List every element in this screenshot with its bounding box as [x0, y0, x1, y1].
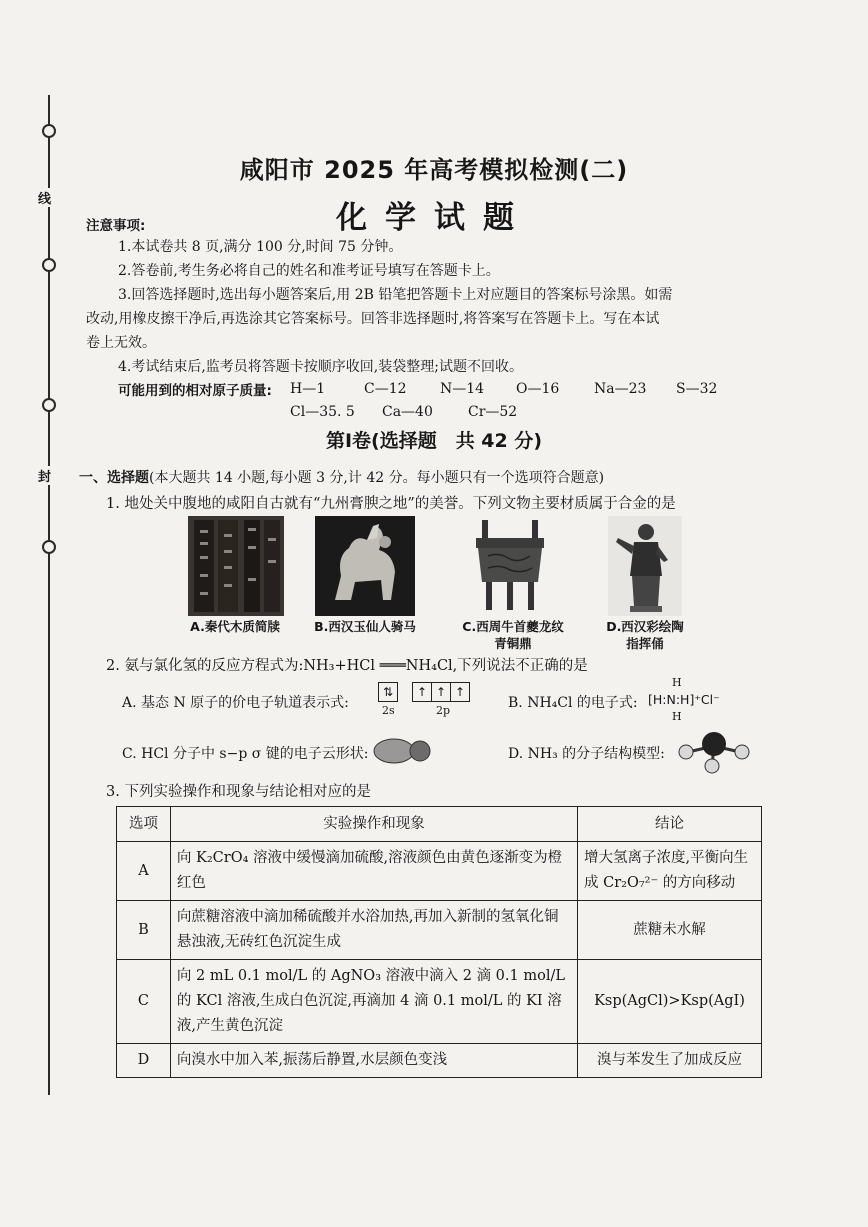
orbital-2p-box [412, 682, 470, 702]
orbital-2p-label: 2p [436, 704, 451, 717]
binding-char-line: 线 [38, 188, 51, 207]
q1-option-b [300, 618, 430, 635]
binding-line [48, 95, 50, 1095]
section-heading [79, 467, 604, 487]
table-row [117, 960, 762, 1044]
row-option: A [117, 842, 171, 901]
atomic-mass: C—12 [364, 381, 407, 397]
q2-option-c: C. HCl 分子中 s−p σ 键的电子云形状: [122, 746, 369, 762]
binding-hole [42, 398, 56, 412]
notice-item: 2.答卷前,考生务必将自己的姓名和准考证号填写在答题卡上。 [118, 263, 500, 279]
row-conclusion: Ksp(AgCl)>Ksp(AgI) [578, 960, 762, 1044]
notice-item: 3.回答选择题时,选出每小题答案后,用 2B 铅笔把答题卡上对应题目的答案标号涂黑。如需 [118, 287, 673, 303]
section-desc: (本大题共 14 小题,每小题 3 分,计 42 分。每小题只有一个选项符合题意) [149, 470, 605, 486]
q1-option-d [590, 618, 700, 652]
table-row [117, 842, 762, 901]
binding-hole [42, 540, 56, 554]
question-2-stem: 2. 氨与氯化氢的反应方程式为:NH₃+HCl ═══NH₄Cl,下列说法不正确的是 [106, 658, 588, 674]
question-3-stem: 3. 下列实验操作和现象与结论相对应的是 [106, 784, 371, 800]
q1-option-c-line2: 青铜鼎 [494, 636, 532, 651]
orbital-2s-electrons: ⇅ [382, 685, 394, 699]
electron-formula-bottom-h: H [672, 710, 682, 723]
binding-hole [42, 124, 56, 138]
section-label: 一、选择题 [79, 470, 149, 486]
notice-item: 改动,用橡皮擦干净后,再选涂其它答案标号。回答非选择题时,将答案写在答题卡上。写在本试 [86, 311, 660, 327]
header-option: 选项 [117, 807, 171, 842]
ammonia-ball-stick-model-image [676, 728, 752, 774]
q1-option-c [445, 618, 581, 652]
row-conclusion: 增大氢离子浓度,平衡向生成 Cr₂O₇²⁻ 的方向移动 [578, 842, 762, 901]
artifact-painted-figurine-image [608, 516, 682, 616]
q1-option-c-line1: C.西周牛首夔龙纹 [462, 619, 564, 634]
row-conclusion: 溴与苯发生了加成反应 [578, 1044, 762, 1078]
row-operation: 向蔗糖溶液中滴加稀硫酸并水浴加热,再加入新制的氢氧化铜悬浊液,无砖红色沉淀生成 [170, 901, 577, 960]
row-operation: 向溴水中加入苯,振荡后静置,水层颜色变浅 [170, 1044, 577, 1078]
notice-item: 4.考试结束后,监考员将答题卡按顺序收回,装袋整理;试题不回收。 [118, 359, 523, 375]
notice-item: 1.本试卷共 8 页,满分 100 分,时间 75 分钟。 [118, 239, 403, 255]
artifact-bamboo-slips-image [188, 516, 284, 616]
electron-formula-top-h: H [672, 676, 682, 689]
q1-option-d-line1: D.西汉彩绘陶 [606, 619, 684, 634]
q1-option-b-line1: B.西汉玉仙人骑马 [314, 619, 416, 634]
q2-option-d: D. NH₃ 的分子结构模型: [508, 746, 665, 762]
ammonium-chloride-electron-formula: [H:N:H]⁺Cl⁻ [648, 692, 720, 707]
row-option: C [117, 960, 171, 1044]
q2-option-b: B. NH₄Cl 的电子式: [508, 695, 638, 711]
atomic-mass: O—16 [516, 381, 560, 397]
atomic-mass: Ca—40 [382, 404, 433, 420]
atomic-mass: Na—23 [594, 381, 647, 397]
row-option: D [117, 1044, 171, 1078]
atomic-mass: Cr—52 [468, 404, 518, 420]
table-row [117, 1044, 762, 1078]
table-row [117, 901, 762, 960]
exam-subject: 化学试题 [336, 200, 532, 236]
orbital-2p-electron: ↑ [454, 685, 466, 699]
part-title: 第Ⅰ卷(选择题 共 42 分) [325, 430, 543, 452]
header-conclusion: 结论 [578, 807, 762, 842]
atomic-mass: Cl—35. 5 [290, 404, 355, 420]
atomic-mass-label: 可能用到的相对原子质量: [118, 383, 272, 399]
binding-hole [42, 258, 56, 272]
orbital-2p-electron: ↑ [413, 683, 432, 701]
row-operation: 向 2 mL 0.1 mol/L 的 AgNO₃ 溶液中滴入 2 滴 0.1 mol/L 的 KCl 溶液,生成白色沉淀,再滴加 4 滴 0.1 mol/L 的 KI 溶液,产生黄色沉淀 [170, 960, 577, 1044]
atomic-mass: S—32 [676, 381, 718, 397]
q1-option-d-line2: 指挥俑 [626, 636, 664, 651]
q1-option-a-line1: A.秦代木质简牍 [190, 619, 280, 634]
orbital-2p-electron: ↑ [432, 683, 451, 701]
orbital-2s-box [378, 682, 398, 702]
experiment-table [116, 806, 762, 1078]
atomic-mass: H—1 [290, 381, 326, 397]
row-option: B [117, 901, 171, 960]
artifact-jade-horse-image [315, 516, 415, 616]
binding-char-seal: 封 [38, 466, 51, 485]
row-operation: 向 K₂CrO₄ 溶液中缓慢滴加硫酸,溶液颜色由黄色逐渐变为橙红色 [170, 842, 577, 901]
s-p-sigma-bond-cloud-image [372, 736, 434, 766]
q2-option-a: A. 基态 N 原子的价电子轨道表示式: [122, 695, 349, 711]
exam-title: 咸阳市 2025 年高考模拟检测(二) [239, 156, 629, 184]
table-header-row [117, 807, 762, 842]
notice-item: 卷上无效。 [86, 335, 156, 351]
atomic-mass: N—14 [440, 381, 485, 397]
notice-heading: 注意事项: [86, 218, 146, 234]
question-1-stem: 1. 地处关中腹地的咸阳自古就有“九州膏腴之地”的美誉。下列文物主要材质属于合金的是 [106, 496, 676, 512]
row-conclusion: 蔗糖未水解 [578, 901, 762, 960]
artifact-bronze-ding-image [468, 516, 552, 616]
header-operation: 实验操作和现象 [170, 807, 577, 842]
q1-option-a [170, 618, 300, 635]
orbital-2s-label: 2s [382, 704, 395, 717]
